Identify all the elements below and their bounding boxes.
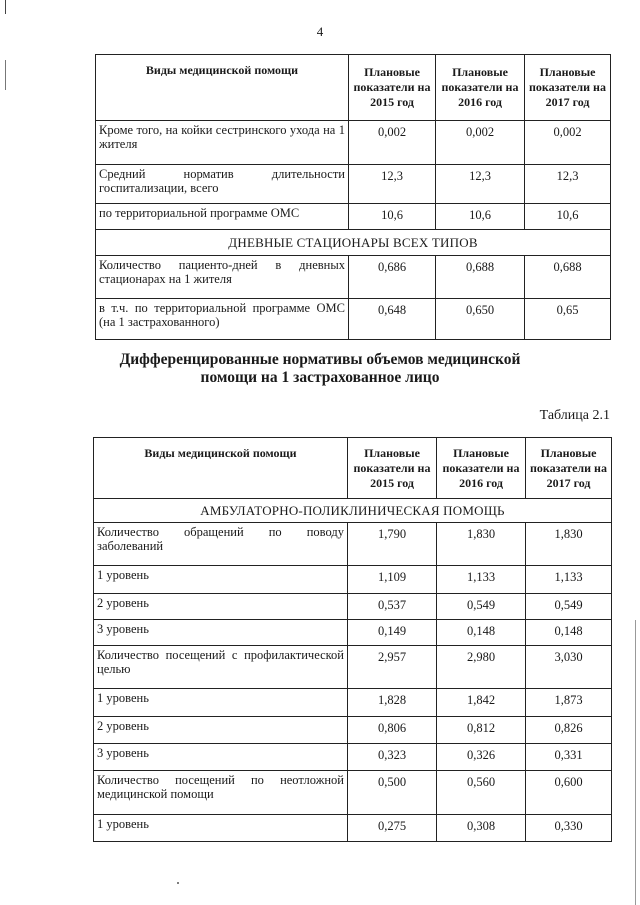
value-2015: 0,002 bbox=[349, 121, 436, 165]
value-2015: 1,109 bbox=[348, 566, 437, 594]
table-2-1 bbox=[93, 437, 612, 842]
section-row bbox=[94, 499, 612, 523]
value-2017: 0,600 bbox=[526, 771, 612, 815]
section-title: ДНЕВНЫЕ СТАЦИОНАРЫ ВСЕХ ТИПОВ bbox=[96, 230, 611, 256]
value-2015: 12,3 bbox=[349, 165, 436, 204]
value-2016: 0,812 bbox=[437, 717, 526, 744]
row-label: 1 уровень bbox=[94, 566, 348, 594]
column-header: Плановые показатели на 2016 год bbox=[436, 55, 525, 121]
row-label: Средний норматив длительности госпитализации, всего bbox=[96, 165, 349, 204]
value-2016: 1,830 bbox=[437, 523, 526, 566]
value-2017: 1,133 bbox=[526, 566, 612, 594]
value-2016: 1,842 bbox=[437, 689, 526, 717]
table-header-row bbox=[96, 55, 611, 121]
value-2015: 2,957 bbox=[348, 646, 437, 689]
value-2016: 0,326 bbox=[437, 744, 526, 771]
column-header: Плановые показатели на 2017 год bbox=[526, 438, 612, 499]
section-title: АМБУЛАТОРНО-ПОЛИКЛИНИЧЕСКАЯ ПОМОЩЬ bbox=[94, 499, 612, 523]
table-row bbox=[96, 299, 611, 340]
scan-speck bbox=[177, 882, 179, 884]
section-heading bbox=[0, 351, 640, 387]
section-row bbox=[96, 230, 611, 256]
value-2017: 0,331 bbox=[526, 744, 612, 771]
value-2015: 0,275 bbox=[348, 815, 437, 842]
value-2016: 0,002 bbox=[436, 121, 525, 165]
row-label: Количество посещений с профилактической целью bbox=[94, 646, 348, 689]
heading-line: Дифференцированные нормативы объемов медицинской bbox=[119, 351, 521, 368]
row-label: 1 уровень bbox=[94, 689, 348, 717]
column-header: Виды медицинской помощи bbox=[94, 438, 348, 499]
table-row bbox=[94, 646, 612, 689]
column-header: Виды медицинской помощи bbox=[96, 55, 349, 121]
row-label: Кроме того, на койки сестринского ухода на 1 жителя bbox=[96, 121, 349, 165]
value-2017: 3,030 bbox=[526, 646, 612, 689]
scan-edge-mark bbox=[635, 620, 636, 905]
table-row bbox=[96, 121, 611, 165]
value-2016: 0,308 bbox=[437, 815, 526, 842]
row-label: 2 уровень bbox=[94, 717, 348, 744]
table-row bbox=[94, 566, 612, 594]
row-label: 3 уровень bbox=[94, 744, 348, 771]
value-2015: 1,790 bbox=[348, 523, 437, 566]
row-label: Количество посещений по неотложной медицинской помощи bbox=[94, 771, 348, 815]
value-2017: 0,688 bbox=[525, 256, 611, 299]
heading-line: помощи на 1 застрахованное лицо bbox=[200, 369, 440, 386]
value-2016: 12,3 bbox=[436, 165, 525, 204]
table-row bbox=[94, 689, 612, 717]
column-header: Плановые показатели на 2017 год bbox=[525, 55, 611, 121]
value-2016: 2,980 bbox=[437, 646, 526, 689]
row-label: 3 уровень bbox=[94, 620, 348, 646]
row-label: Количество обращений по поводу заболеваний bbox=[94, 523, 348, 566]
row-label: Количество пациенто-дней в дневных стационарах на 1 жителя bbox=[96, 256, 349, 299]
value-2015: 0,686 bbox=[349, 256, 436, 299]
value-2015: 1,828 bbox=[348, 689, 437, 717]
table-row bbox=[96, 256, 611, 299]
value-2016: 0,148 bbox=[437, 620, 526, 646]
value-2016: 0,650 bbox=[436, 299, 525, 340]
value-2015: 0,537 bbox=[348, 594, 437, 620]
value-2015: 0,648 bbox=[349, 299, 436, 340]
value-2015: 0,500 bbox=[348, 771, 437, 815]
value-2017: 0,148 bbox=[526, 620, 612, 646]
value-2016: 1,133 bbox=[437, 566, 526, 594]
column-header: Плановые показатели на 2015 год bbox=[348, 438, 437, 499]
table-row bbox=[94, 523, 612, 566]
value-2017: 12,3 bbox=[525, 165, 611, 204]
value-2015: 0,149 bbox=[348, 620, 437, 646]
table-row bbox=[94, 815, 612, 842]
table-row bbox=[96, 165, 611, 204]
value-2017: 0,65 bbox=[525, 299, 611, 340]
table-header-row bbox=[94, 438, 612, 499]
table-row bbox=[94, 744, 612, 771]
value-2016: 0,549 bbox=[437, 594, 526, 620]
value-2017: 0,002 bbox=[525, 121, 611, 165]
table-row bbox=[94, 594, 612, 620]
page-number: 4 bbox=[316, 24, 324, 39]
value-2017: 0,549 bbox=[526, 594, 612, 620]
value-2017: 1,830 bbox=[526, 523, 612, 566]
table-row bbox=[96, 204, 611, 230]
value-2015: 0,806 bbox=[348, 717, 437, 744]
row-label: в т.ч. по территориальной программе ОМС (на 1 застрахованного) bbox=[96, 299, 349, 340]
table-row bbox=[94, 620, 612, 646]
value-2016: 0,688 bbox=[436, 256, 525, 299]
value-2015: 10,6 bbox=[349, 204, 436, 230]
value-2017: 1,873 bbox=[526, 689, 612, 717]
table-caption: Таблица 2.1 bbox=[539, 408, 610, 423]
scan-edge-mark bbox=[5, 60, 6, 90]
row-label: 2 уровень bbox=[94, 594, 348, 620]
value-2017: 0,826 bbox=[526, 717, 612, 744]
table-row bbox=[94, 717, 612, 744]
value-2016: 10,6 bbox=[436, 204, 525, 230]
column-header: Плановые показатели на 2015 год bbox=[349, 55, 436, 121]
value-2017: 10,6 bbox=[525, 204, 611, 230]
value-2016: 0,560 bbox=[437, 771, 526, 815]
row-label: 1 уровень bbox=[94, 815, 348, 842]
scan-edge-mark bbox=[5, 0, 6, 14]
table-row bbox=[94, 771, 612, 815]
value-2017: 0,330 bbox=[526, 815, 612, 842]
column-header: Плановые показатели на 2016 год bbox=[437, 438, 526, 499]
table-continuation bbox=[95, 54, 611, 340]
value-2015: 0,323 bbox=[348, 744, 437, 771]
row-label: по территориальной программе ОМС bbox=[96, 204, 349, 230]
